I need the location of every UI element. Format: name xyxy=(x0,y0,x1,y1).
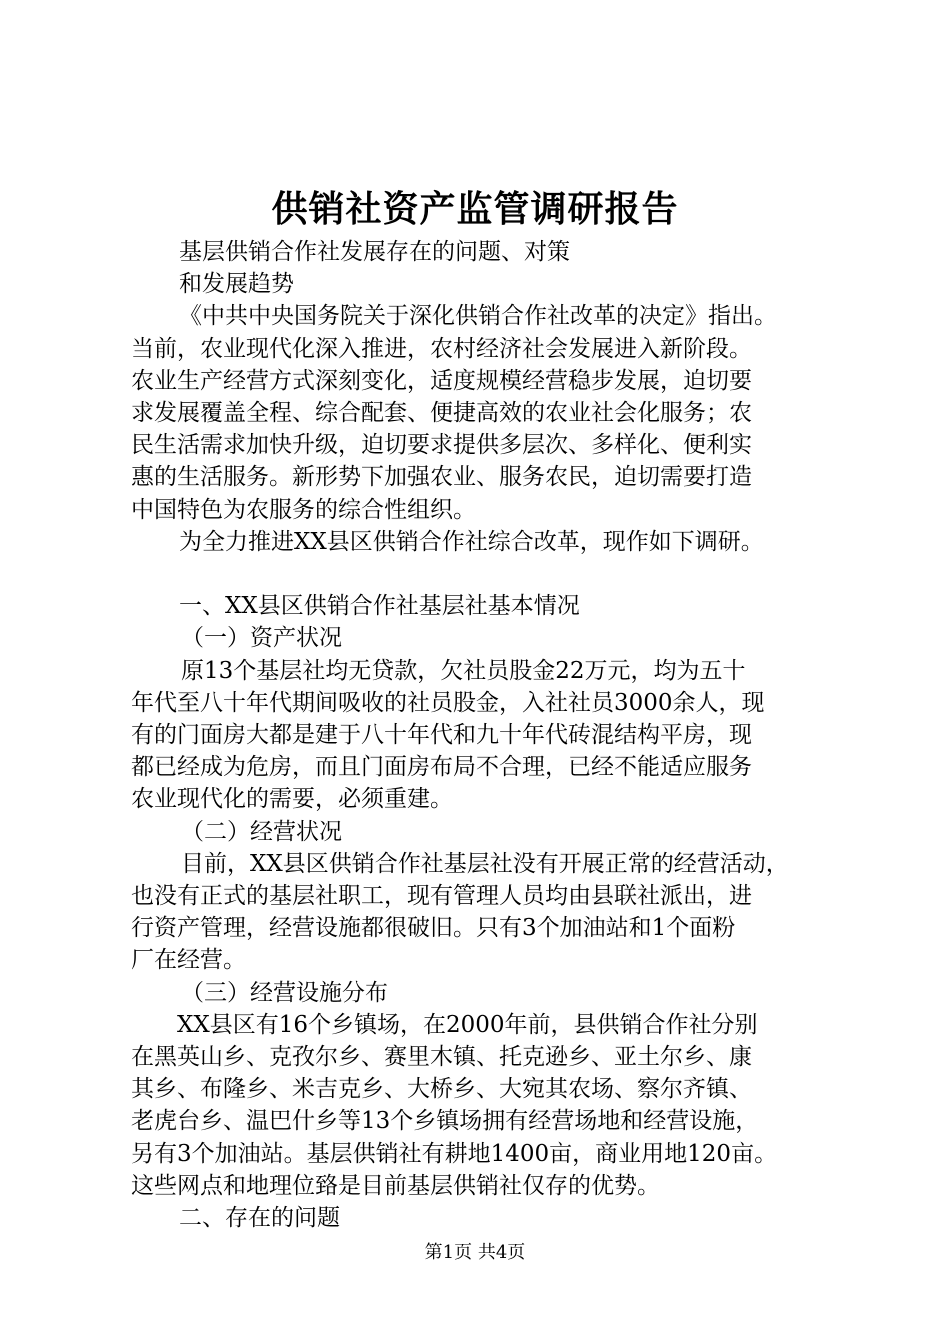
paragraph-line: 都已经成为危房，而且门面房布局不合理，已经不能适应服务 xyxy=(131,754,752,781)
paragraph-line: 当前，农业现代化深入推进，农村经济社会发展进入新阶段。 xyxy=(131,335,752,362)
subtitle-line: 和发展趋势 xyxy=(179,271,294,298)
paragraph-line: 农业现代化的需要，必须重建。 xyxy=(131,786,453,813)
paragraph-line: 惠的生活服务。新形势下加强农业、服务农民，迫切需要打造 xyxy=(131,464,752,491)
paragraph-line: 在黑英山乡、克孜尔乡、赛里木镇、托克逊乡、亚土尔乡、康 xyxy=(131,1044,752,1071)
paragraph-line: 民生活需求加快升级，迫切要求提供多层次、多样化、便利实 xyxy=(131,432,752,459)
subtitle-line: 基层供销合作社发展存在的问题、对策 xyxy=(179,239,570,265)
paragraph-line: 其乡、布隆乡、米吉克乡、大桥乡、大宛其农场、察尔齐镇、 xyxy=(131,1076,752,1103)
paragraph-line: 求发展覆盖全程、综合配套、便捷高效的农业社会化服务；农 xyxy=(131,400,752,427)
paragraph-line: 目前，XX县区供销合作社基层社没有开展正常的经营活动， xyxy=(181,850,789,877)
paragraph-line: 《中共中央国务院关于深化供销合作社改革的决定》指出。 xyxy=(179,303,777,330)
subsection-heading: （一）资产状况 xyxy=(181,625,342,652)
paragraph-line: 中国特色为农服务的综合性组织。 xyxy=(131,496,476,523)
paragraph-line: 厂在经营。 xyxy=(131,947,246,974)
paragraph-line: 年代至八十年代期间吸收的社员股金，入社社员3000余人，现 xyxy=(131,689,765,716)
subsection-heading: （三）经营设施分布 xyxy=(181,979,388,1006)
document-body xyxy=(131,236,861,1234)
paragraph-line: 为全力推进XX县区供销合作社综合改革，现作如下调研。 xyxy=(179,528,764,555)
section-heading: 一、XX县区供销合作社基层社基本情况 xyxy=(179,593,580,620)
blank-line xyxy=(131,558,861,590)
paragraph-line: 老虎台乡、温巴什乡等13个乡镇场拥有经营场地和经营设施， xyxy=(131,1108,759,1135)
paragraph-line: 也没有正式的基层社职工，现有管理人员均由县联社派出，进 xyxy=(131,883,752,910)
paragraph-line: 这些网点和地理位臵是目前基层供销社仅存的优势。 xyxy=(131,1172,660,1199)
paragraph-line: 农业生产经营方式深刻变化，适度规模经营稳步发展，迫切要 xyxy=(131,367,752,394)
paragraph-line: 另有3个加油站。基层供销社有耕地1400亩，商业用地120亩。 xyxy=(131,1140,778,1167)
section-heading: 二、存在的问题 xyxy=(179,1205,340,1232)
document-title: 供销社资产监管调研报告 xyxy=(271,188,679,230)
paragraph-line: 有的门面房大都是建于八十年代和九十年代砖混结构平房，现 xyxy=(131,722,752,749)
paragraph-line: 行资产管理，经营设施都很破旧。只有3个加油站和1个面粉 xyxy=(131,915,736,942)
paragraph-line: 原13个基层社均无贷款，欠社员股金22万元，均为五十 xyxy=(181,657,746,684)
page-footer: 第1页 共4页 xyxy=(424,1242,526,1263)
paragraph-line: XX县区有16个乡镇场，在2000年前，县供销合作社分别 xyxy=(177,1011,758,1038)
subsection-heading: （二）经营状况 xyxy=(181,818,342,845)
